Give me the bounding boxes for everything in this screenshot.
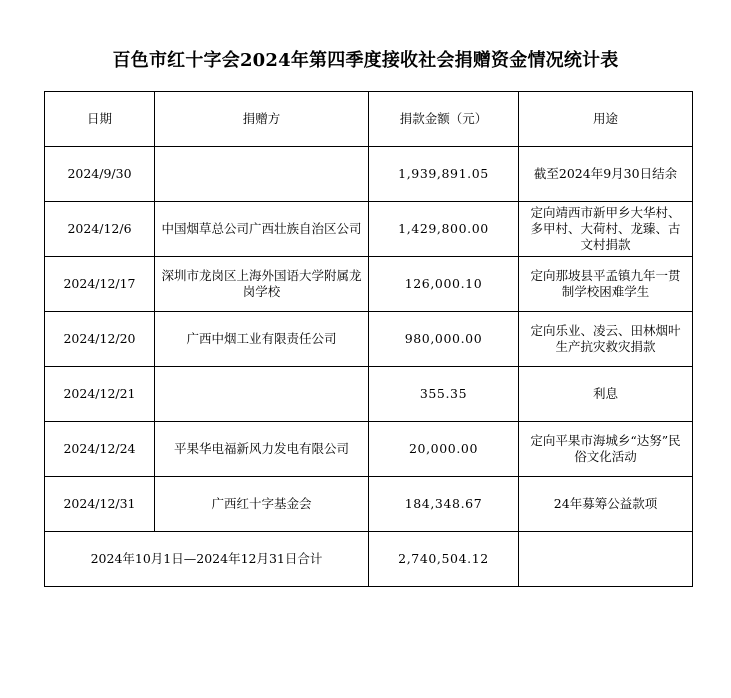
page-title: 百色市红十字会2024年第四季度接收社会捐赠资金情况统计表 [112, 50, 619, 71]
cell-use: 截至2024年9月30日结余 [519, 147, 693, 202]
cell-date: 2024/12/17 [45, 257, 155, 312]
cell-use: 定向那坡县平孟镇九年一贯制学校困难学生 [519, 257, 693, 312]
table-row [45, 202, 693, 257]
cell-date: 2024/12/24 [45, 422, 155, 477]
cell-donor: 平果华电福新风力发电有限公司 [155, 422, 369, 477]
cell-use: 定向平果市海城乡“达努”民俗文化活动 [519, 422, 693, 477]
table-row [45, 257, 693, 312]
total-row [45, 532, 693, 587]
total-amount: 2,740,504.12 [369, 532, 519, 587]
cell-amount: 980,000.00 [369, 312, 519, 367]
cell-use: 24年募筹公益款项 [519, 477, 693, 532]
cell-date: 2024/9/30 [45, 147, 155, 202]
total-use [519, 532, 693, 587]
cell-use: 利息 [519, 367, 693, 422]
table-row [45, 367, 693, 422]
cell-date: 2024/12/20 [45, 312, 155, 367]
table-row [45, 147, 693, 202]
cell-use: 定向乐业、凌云、田林烟叶生产抗灾救灾捐款 [519, 312, 693, 367]
header-donor: 捐赠方 [155, 92, 369, 147]
cell-amount: 355.35 [369, 367, 519, 422]
cell-amount: 1,429,800.00 [369, 202, 519, 257]
donation-table [44, 91, 693, 587]
cell-donor: 广西中烟工业有限责任公司 [155, 312, 369, 367]
cell-amount: 184,348.67 [369, 477, 519, 532]
table-row [45, 312, 693, 367]
cell-donor: 广西红十字基金会 [155, 477, 369, 532]
cell-amount: 126,000.10 [369, 257, 519, 312]
table-header-row [45, 92, 693, 147]
cell-date: 2024/12/6 [45, 202, 155, 257]
cell-donor: 深圳市龙岗区上海外国语大学附属龙岗学校 [155, 257, 369, 312]
table-row [45, 422, 693, 477]
cell-date: 2024/12/21 [45, 367, 155, 422]
header-date: 日期 [45, 92, 155, 147]
cell-date: 2024/12/31 [45, 477, 155, 532]
table-row [45, 477, 693, 532]
cell-donor: 中国烟草总公司广西壮族自治区公司 [155, 202, 369, 257]
cell-donor [155, 367, 369, 422]
cell-donor [155, 147, 369, 202]
cell-amount: 1,939,891.05 [369, 147, 519, 202]
cell-amount: 20,000.00 [369, 422, 519, 477]
total-label: 2024年10月1日—2024年12月31日合计 [45, 532, 369, 587]
header-amount: 捐款金额（元） [369, 92, 519, 147]
header-use: 用途 [519, 92, 693, 147]
cell-use: 定向靖西市新甲乡大华村、多甲村、大荷村、龙臻、古文村捐款 [519, 202, 693, 257]
